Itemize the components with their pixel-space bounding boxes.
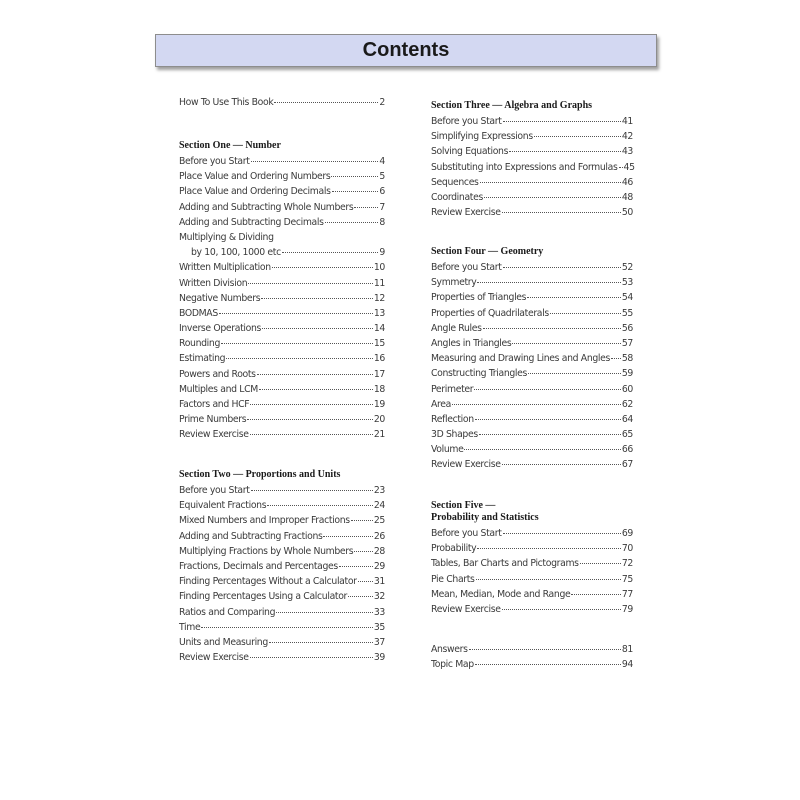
entry-title: Review Exercise xyxy=(431,459,501,471)
dot-leader xyxy=(477,548,621,549)
dot-leader xyxy=(339,566,373,567)
dot-leader xyxy=(332,191,379,192)
entry-page-number: 45 xyxy=(623,161,635,173)
toc-entry-properties-of-quadrilaterals[interactable] xyxy=(431,306,633,321)
toc-entry-mixed-numbers-and-improper-fractions[interactable] xyxy=(179,513,385,528)
toc-entry-units-and-measuring[interactable] xyxy=(179,635,385,650)
toc-entry-powers-and-roots[interactable] xyxy=(179,367,385,382)
dot-leader xyxy=(221,343,373,344)
dot-leader xyxy=(226,358,373,359)
entry-title: Measuring and Drawing Lines and Angles xyxy=(431,353,611,365)
toc-entry-estimating[interactable] xyxy=(179,351,385,366)
toc-entry-factors-and-hcf[interactable] xyxy=(179,397,385,412)
dot-leader xyxy=(502,464,621,465)
entry-title: Simplifying Expressions xyxy=(431,131,533,143)
dot-leader xyxy=(354,551,373,552)
entry-title: Written Division xyxy=(179,277,248,289)
entry-page-number: 23 xyxy=(373,485,385,496)
entry-title: Finding Percentages Using a Calculator xyxy=(179,591,348,603)
dot-leader xyxy=(250,404,373,405)
toc-entry-time[interactable] xyxy=(179,620,385,635)
toc-entry-bodmas[interactable] xyxy=(179,306,385,321)
toc-entry-probability[interactable] xyxy=(431,541,633,556)
entry-title: Estimating xyxy=(179,353,226,365)
dot-leader xyxy=(479,434,621,435)
toc-entry-before-you-start[interactable] xyxy=(179,483,385,498)
entry-page-number: 50 xyxy=(621,207,633,219)
toc-entry-mean-median-mode-and-range[interactable] xyxy=(431,587,633,602)
entry-page-number: 66 xyxy=(621,444,633,456)
toc-entry-by-10-100-1000-etc[interactable] xyxy=(179,245,385,260)
entry-page-number: 52 xyxy=(621,262,633,273)
section-heading: Section One — Number xyxy=(179,140,281,151)
toc-section xyxy=(179,140,385,443)
dot-leader xyxy=(480,182,621,183)
dot-leader xyxy=(358,581,373,582)
toc-section xyxy=(431,642,633,672)
entry-title: 3D Shapes xyxy=(431,429,478,441)
entry-title: Adding and Subtracting Fractions xyxy=(179,530,323,542)
dot-leader xyxy=(503,533,621,534)
entry-title: Constructing Triangles xyxy=(431,368,528,380)
toc-entry-measuring-and-drawing-lines-and-angles[interactable] xyxy=(431,351,633,366)
entry-page-number: 13 xyxy=(373,307,385,319)
dot-leader xyxy=(325,222,379,223)
entry-title: Before you Start xyxy=(431,262,502,273)
dot-leader xyxy=(571,594,620,595)
dot-leader xyxy=(267,505,373,506)
entry-page-number: 14 xyxy=(373,323,385,335)
entry-title: How To Use This Book xyxy=(179,97,274,108)
entry-title: Before you Start xyxy=(431,116,502,127)
toc-entry-review-exercise[interactable] xyxy=(431,602,633,617)
toc-section xyxy=(431,246,633,473)
entry-title: Solving Equations xyxy=(431,146,509,158)
entry-title: Tables, Bar Charts and Pictograms xyxy=(431,558,579,570)
entry-title: Perimeter xyxy=(431,383,474,395)
entry-page-number: 2 xyxy=(379,97,385,108)
toc-entry-answers[interactable] xyxy=(431,642,633,657)
entry-page-number: 7 xyxy=(379,201,385,213)
toc-entry-negative-numbers[interactable] xyxy=(179,291,385,306)
dot-leader xyxy=(512,343,620,344)
entry-page-number: 9 xyxy=(379,247,385,259)
entry-title: Substituting into Expressions and Formulas xyxy=(431,161,618,173)
entry-title: Pie Charts xyxy=(431,573,475,585)
toc-entry-solving-equations[interactable] xyxy=(431,144,633,159)
entry-title: Place Value and Ordering Decimals xyxy=(179,186,331,198)
toc-entry-before-you-start[interactable] xyxy=(431,260,633,275)
entry-title: Powers and Roots xyxy=(179,368,256,380)
entry-page-number: 37 xyxy=(373,636,385,648)
dot-leader xyxy=(476,579,621,580)
entry-page-number: 43 xyxy=(621,146,633,158)
entry-page-number: 54 xyxy=(621,292,633,304)
dot-leader xyxy=(483,328,621,329)
entry-title: Factors and HCF xyxy=(179,399,250,410)
entry-page-number: 29 xyxy=(373,560,385,572)
dot-leader xyxy=(274,102,378,103)
toc-entry-adding-and-subtracting-fractions[interactable] xyxy=(179,529,385,544)
entry-title: Before you Start xyxy=(431,528,502,539)
toc-entry-topic-map[interactable] xyxy=(431,657,633,672)
toc-section xyxy=(431,100,633,220)
toc-entry-angle-rules[interactable] xyxy=(431,321,633,336)
toc-entry-before-you-start[interactable] xyxy=(431,114,633,129)
entry-title: Prime Numbers xyxy=(179,414,247,426)
dot-leader xyxy=(528,373,621,374)
entry-title: Properties of Triangles xyxy=(431,292,527,304)
section-heading: Section Five — xyxy=(431,500,496,511)
toc-section xyxy=(179,95,385,110)
entry-title: Multiplying Fractions by Whole Numbers xyxy=(179,545,354,557)
entry-page-number: 94 xyxy=(621,659,633,671)
entry-page-number: 53 xyxy=(621,277,633,289)
dot-leader xyxy=(262,328,373,329)
toc-entry-rounding[interactable] xyxy=(179,336,385,351)
entry-title: Properties of Quadrilaterals xyxy=(431,307,549,319)
entry-page-number: 15 xyxy=(373,338,385,350)
dot-leader xyxy=(250,657,373,658)
entry-page-number: 39 xyxy=(373,652,385,664)
dot-leader xyxy=(503,267,621,268)
entry-page-number: 79 xyxy=(621,603,633,615)
dot-leader xyxy=(219,313,373,314)
toc-entry-constructing-triangles[interactable] xyxy=(431,366,633,381)
dot-leader xyxy=(477,282,620,283)
entry-title: Rounding xyxy=(179,338,220,350)
toc-entry-written-division[interactable] xyxy=(179,276,385,291)
toc-entry-inverse-operations[interactable] xyxy=(179,321,385,336)
toc-entry-pie-charts[interactable] xyxy=(431,572,633,587)
toc-entry-before-you-start[interactable] xyxy=(431,526,633,541)
toc-entry-coordinates[interactable] xyxy=(431,190,633,205)
section-heading-line-2: Probability and Statistics xyxy=(431,512,539,523)
dot-leader xyxy=(272,267,373,268)
toc-entry-sequences[interactable] xyxy=(431,175,633,190)
entry-title: Probability xyxy=(431,543,477,555)
dot-leader xyxy=(247,419,373,420)
entry-title: Area xyxy=(431,398,451,410)
dot-leader xyxy=(534,136,621,137)
entry-page-number: 41 xyxy=(621,116,633,127)
toc-entry-finding-percentages-without-a-calculator[interactable] xyxy=(179,574,385,589)
entry-page-number: 65 xyxy=(621,429,633,441)
toc-entry-3d-shapes[interactable] xyxy=(431,427,633,442)
dot-leader xyxy=(475,419,621,420)
dot-leader xyxy=(248,283,373,284)
section-heading: Section Two — Proportions and Units xyxy=(179,469,341,480)
entry-page-number: 31 xyxy=(373,576,385,588)
dot-leader xyxy=(527,297,621,298)
entry-title: Volume xyxy=(431,444,464,456)
dot-leader xyxy=(348,596,373,597)
entry-title: Written Multiplication xyxy=(179,262,271,274)
entry-page-number: 24 xyxy=(373,500,385,512)
entry-title: Angle Rules xyxy=(431,322,482,334)
entry-title: Multiplying & Dividing xyxy=(179,231,274,243)
toc-entry-before-you-start[interactable] xyxy=(179,154,385,169)
dot-leader xyxy=(452,404,621,405)
toc-entry-adding-and-subtracting-whole-numbers[interactable] xyxy=(179,200,385,215)
dot-leader xyxy=(502,609,621,610)
dot-leader xyxy=(201,627,373,628)
entry-title: BODMAS xyxy=(179,307,218,319)
toc-entry-substituting-into-expressions-and-formulas[interactable] xyxy=(431,160,633,175)
entry-title: Before you Start xyxy=(179,156,250,167)
dot-leader xyxy=(464,449,620,450)
dot-leader xyxy=(550,313,621,314)
dot-leader xyxy=(276,612,373,613)
entry-title: Answers xyxy=(431,644,468,655)
entry-page-number: 26 xyxy=(373,530,385,542)
entry-title: Review Exercise xyxy=(431,207,501,219)
dot-leader xyxy=(331,176,378,177)
entry-page-number: 69 xyxy=(621,528,633,539)
entry-page-number: 6 xyxy=(379,186,385,198)
entry-title: Mean, Median, Mode and Range xyxy=(431,588,571,600)
entry-page-number: 67 xyxy=(621,459,633,471)
entry-page-number: 42 xyxy=(621,131,633,143)
entry-page-number: 46 xyxy=(621,176,633,188)
entry-page-number: 72 xyxy=(621,558,633,570)
dot-leader xyxy=(323,536,372,537)
entry-title: Reflection xyxy=(431,413,474,425)
toc-entry-properties-of-triangles[interactable] xyxy=(431,290,633,305)
entry-page-number: 25 xyxy=(373,515,385,527)
entry-page-number: 77 xyxy=(621,588,633,600)
toc-entry-angles-in-triangles[interactable] xyxy=(431,336,633,351)
toc-entry-symmetry[interactable] xyxy=(431,275,633,290)
toc-entry-review-exercise[interactable] xyxy=(431,457,633,472)
entry-page-number: 19 xyxy=(373,399,385,410)
entry-title: Adding and Subtracting Decimals xyxy=(179,216,324,228)
toc-entry-place-value-and-ordering-decimals[interactable] xyxy=(179,184,385,199)
dot-leader xyxy=(257,374,373,375)
entry-page-number: 28 xyxy=(373,545,385,557)
entry-page-number: 18 xyxy=(373,383,385,395)
entry-title: Review Exercise xyxy=(431,603,501,615)
entry-title: Time xyxy=(179,621,201,633)
entry-page-number: 64 xyxy=(621,413,633,425)
entry-page-number: 5 xyxy=(379,171,385,183)
entry-title: Fractions, Decimals and Percentages xyxy=(179,560,338,572)
dot-leader xyxy=(354,207,378,208)
entry-title: Ratios and Comparing xyxy=(179,606,276,618)
entry-page-number: 56 xyxy=(621,322,633,334)
entry-page-number: 62 xyxy=(621,398,633,410)
dot-leader xyxy=(619,167,623,168)
entry-title: Place Value and Ordering Numbers xyxy=(179,171,331,183)
toc-entry-place-value-and-ordering-numbers[interactable] xyxy=(179,169,385,184)
toc-entry-multiples-and-lcm[interactable] xyxy=(179,382,385,397)
toc-entry-prime-numbers[interactable] xyxy=(179,412,385,427)
dot-leader xyxy=(580,563,621,564)
entry-title: Review Exercise xyxy=(179,652,249,664)
dot-leader xyxy=(475,664,621,665)
entry-page-number: 16 xyxy=(373,353,385,365)
section-heading: Section Three — Algebra and Graphs xyxy=(431,100,593,111)
entry-page-number: 70 xyxy=(621,543,633,555)
entry-page-number: 11 xyxy=(373,277,385,289)
toc-entry-review-exercise[interactable] xyxy=(179,650,385,665)
toc-entry-adding-and-subtracting-decimals[interactable] xyxy=(179,215,385,230)
entry-title: Review Exercise xyxy=(179,429,249,441)
entry-title: Sequences xyxy=(431,176,479,188)
toc-entry-multiplying-dividing[interactable] xyxy=(179,230,385,245)
section-heading: Section Four — Geometry xyxy=(431,246,544,257)
entry-page-number: 17 xyxy=(373,368,385,380)
dot-leader xyxy=(509,151,621,152)
entry-page-number: 59 xyxy=(621,368,633,380)
entry-page-number: 32 xyxy=(373,591,385,603)
toc-entry-fractions-decimals-and-percentages[interactable] xyxy=(179,559,385,574)
dot-leader xyxy=(474,389,621,390)
entry-page-number: 21 xyxy=(373,429,385,441)
dot-leader xyxy=(269,642,373,643)
toc-entry-tables-bar-charts-and-pictograms[interactable] xyxy=(431,556,633,571)
entry-title: Symmetry xyxy=(431,277,477,289)
entry-page-number: 60 xyxy=(621,383,633,395)
entry-page-number: 35 xyxy=(373,621,385,633)
toc-entry-written-multiplication[interactable] xyxy=(179,260,385,275)
entry-title: Negative Numbers xyxy=(179,292,261,304)
toc-entry-review-exercise[interactable] xyxy=(431,205,633,220)
dot-leader xyxy=(502,212,621,213)
entry-title: Finding Percentages Without a Calculator xyxy=(179,576,357,588)
toc-entry-reflection[interactable] xyxy=(431,412,633,427)
dot-leader xyxy=(251,490,373,491)
entry-title: Mixed Numbers and Improper Fractions xyxy=(179,515,350,527)
entry-title: Before you Start xyxy=(179,485,250,496)
contents-banner xyxy=(155,34,657,67)
toc-entry-multiplying-fractions-by-whole-numbers[interactable] xyxy=(179,544,385,559)
entry-page-number: 8 xyxy=(379,216,385,228)
toc-entry-simplifying-expressions[interactable] xyxy=(431,129,633,144)
toc-entry-ratios-and-comparing[interactable] xyxy=(179,605,385,620)
toc-entry-area[interactable] xyxy=(431,397,633,412)
entry-page-number: 33 xyxy=(373,606,385,618)
dot-leader xyxy=(259,389,373,390)
entry-page-number: 20 xyxy=(373,414,385,426)
entry-page-number: 57 xyxy=(621,337,633,349)
entry-title: Inverse Operations xyxy=(179,323,262,335)
dot-leader xyxy=(282,252,379,253)
entry-title: Coordinates xyxy=(431,191,483,203)
entry-title: Topic Map xyxy=(431,659,474,671)
toc-entry-how-to-use-this-book[interactable] xyxy=(179,95,385,110)
dot-leader xyxy=(250,434,373,435)
dot-leader xyxy=(469,649,621,650)
entry-title: Multiples and LCM xyxy=(179,383,258,395)
entry-page-number: 12 xyxy=(373,292,385,304)
toc-entry-equivalent-fractions[interactable] xyxy=(179,498,385,513)
entry-page-number: 58 xyxy=(621,353,633,365)
entry-page-number: 55 xyxy=(621,307,633,319)
entry-title: Angles in Triangles xyxy=(431,337,512,349)
dot-leader xyxy=(503,121,621,122)
entry-page-number: 75 xyxy=(621,573,633,585)
entry-page-number: 48 xyxy=(621,191,633,203)
toc-entry-finding-percentages-using-a-calculator[interactable] xyxy=(179,589,385,604)
dot-leader xyxy=(484,197,621,198)
entry-title: Equivalent Fractions xyxy=(179,500,267,512)
toc-entry-perimeter[interactable] xyxy=(431,382,633,397)
dot-leader xyxy=(251,161,379,162)
toc-section xyxy=(179,469,385,665)
entry-page-number: 81 xyxy=(621,644,633,655)
dot-leader xyxy=(611,358,621,359)
toc-entry-review-exercise[interactable] xyxy=(179,427,385,442)
entry-title: by 10, 100, 1000 etc xyxy=(191,247,281,259)
entry-page-number: 4 xyxy=(379,156,385,167)
toc-entry-volume[interactable] xyxy=(431,442,633,457)
page-title: Contents xyxy=(362,39,450,61)
dot-leader xyxy=(261,298,373,299)
entry-page-number: 10 xyxy=(373,262,385,274)
dot-leader xyxy=(351,520,373,521)
entry-title: Units and Measuring xyxy=(179,636,268,648)
toc-section xyxy=(431,500,633,617)
entry-title: Adding and Subtracting Whole Numbers xyxy=(179,201,354,213)
